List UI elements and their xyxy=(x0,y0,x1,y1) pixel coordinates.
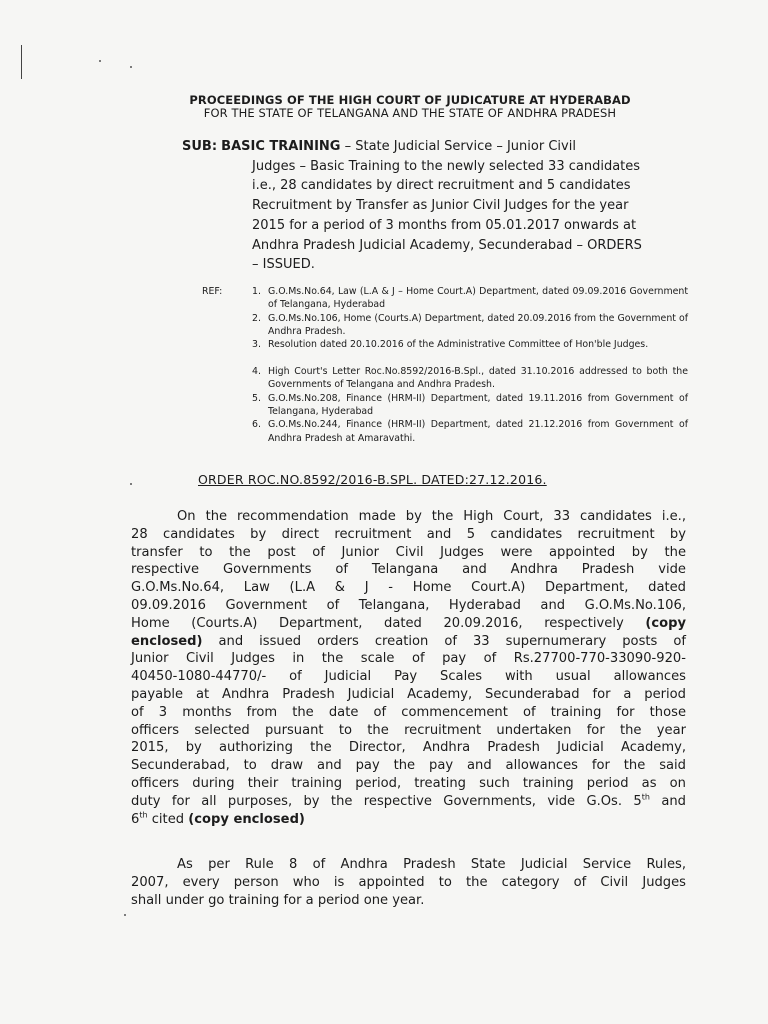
paragraph-line: transfer to the post of Junior Civil Judges were appointed by the xyxy=(131,544,686,560)
reference-number: 4. xyxy=(252,366,261,378)
paragraph-line: shall under go training for a period one year. xyxy=(131,892,425,908)
subject-line xyxy=(182,137,692,157)
paragraph-text: and xyxy=(649,793,686,809)
reference-item xyxy=(202,392,692,419)
paragraph-line: 09.09.2016 Government of Telangana, Hyderabad and G.O.Ms.No.106, xyxy=(131,597,686,613)
references-label: REF: xyxy=(202,286,223,297)
paragraph-line: As per Rule 8 of Andhra Pradesh State Judicial Service Rules, xyxy=(177,857,686,872)
superscript: th xyxy=(641,792,650,802)
scan-artifact-dot xyxy=(130,483,132,485)
scan-artifact-dot xyxy=(99,60,101,62)
copy-enclosed-bold: (copy enclosed) xyxy=(188,811,305,827)
references-list xyxy=(202,285,692,445)
paragraph-line: 2015, by authorizing the Director, Andhra Pradesh Judicial Academy, xyxy=(131,740,686,756)
reference-number: 6. xyxy=(252,419,261,431)
scan-artifact-dot xyxy=(124,914,126,916)
reference-text: G.O.Ms.No.208, Finance (HRM-II) Department, dated 19.11.2016 from Government of Telangana, Hyderabad xyxy=(268,392,688,418)
paragraph-line: payable at Andhra Pradesh Judicial Academy, Secunderabad for a period xyxy=(131,686,686,702)
paragraph-text: 6 xyxy=(131,811,140,827)
subject-label: SUB: xyxy=(182,139,218,154)
subject-line: 2015 for a period of 3 months from 05.01.2017 onwards at xyxy=(252,217,637,233)
paragraph-line: officers during their training period, treating such training period as on xyxy=(131,775,686,791)
reference-number: 1. xyxy=(252,286,261,297)
paragraph-line: of 3 months from the date of commencement of training for those xyxy=(131,704,686,720)
subject-text: – State Judicial Service – Junior Civil xyxy=(340,139,576,154)
paragraph-line: On the recommendation made by the High Court, 33 candidates i.e., xyxy=(177,509,686,524)
paragraph-text: Home (Courts.A) Department, dated 20.09.2016, respectively xyxy=(131,615,624,631)
subject-line: Judges – Basic Training to the newly selected 33 candidates xyxy=(252,158,641,174)
paragraph-line xyxy=(131,793,686,811)
paragraph-line xyxy=(131,615,686,633)
paragraph-line xyxy=(131,633,686,651)
paragraph-text: duty for all purposes, by the respective Governments, vide G.Os. 5 xyxy=(131,793,642,809)
subject-line: – ISSUED. xyxy=(252,257,315,273)
reference-item xyxy=(202,365,692,392)
paragraph-line: officers selected pursuant to the recruitment undertaken for the year xyxy=(131,722,686,738)
proceedings-heading: PROCEEDINGS OF THE HIGH COURT OF JUDICATURE AT HYDERABAD xyxy=(189,93,631,107)
superscript: th xyxy=(139,810,148,820)
paragraph-text: cited xyxy=(147,811,189,827)
subject-block xyxy=(182,137,692,275)
paragraph-line: Secunderabad, to draw and pay the pay and allowances for the said xyxy=(131,758,686,774)
subject-title: BASIC TRAINING xyxy=(221,139,341,154)
reference-item xyxy=(202,418,692,445)
reference-item xyxy=(202,338,692,365)
reference-item xyxy=(202,312,692,339)
paragraph-line: 2007, every person who is appointed to the category of Civil Judges xyxy=(131,874,686,890)
paragraph-line: 40450-1080-44770/- of Judicial Pay Scales with usual allowances xyxy=(131,669,686,685)
scan-artifact-dot xyxy=(130,66,132,68)
reference-number: 5. xyxy=(252,392,261,404)
copy-enclosed-bold: (copy xyxy=(645,615,686,631)
reference-text: Resolution dated 20.10.2016 of the Administrative Committee of Hon'ble Judges. xyxy=(268,339,649,351)
scan-artifact-line xyxy=(21,45,22,79)
copy-enclosed-bold: enclosed) xyxy=(131,633,203,649)
paragraph-line: respective Governments of Telangana and Andhra Pradesh vide xyxy=(131,562,686,578)
paragraph-line: 28 candidates by direct recruitment and 5 candidates recruitment by xyxy=(131,526,686,542)
reference-text: G.O.Ms.No.244, Finance (HRM-II) Department, dated 21.12.2016 from Government of Andhra Pradesh at Amaravathi. xyxy=(268,419,688,444)
paragraph-line xyxy=(131,811,686,829)
paragraph-recommendation xyxy=(131,508,686,828)
reference-item xyxy=(202,285,692,312)
order-reference: ORDER ROC.NO.8592/2016-B.SPL. DATED:27.12.2016. xyxy=(198,472,547,487)
reference-text: High Court's Letter Roc.No.8592/2016-B.Spl., dated 31.10.2016 addressed to both the Governments of Telangana and Andhra Pradesh. xyxy=(268,366,688,391)
reference-number: 2. xyxy=(252,312,261,324)
reference-text: G.O.Ms.No.106, Home (Courts.A) Department, dated 20.09.2016 from the Government of Andhra Pradesh. xyxy=(268,312,688,337)
subject-line: i.e., 28 candidates by direct recruitment and 5 candidates xyxy=(252,178,631,194)
paragraph-line: G.O.Ms.No.64, Law (L.A & J - Home Court.A) Department, dated xyxy=(131,580,686,596)
paragraph-line: Junior Civil Judges in the scale of pay of Rs.27700-770-33090-920- xyxy=(131,651,686,667)
state-heading: FOR THE STATE OF TELANGANA AND THE STATE OF ANDHRA PRADESH xyxy=(203,106,617,120)
paragraph-rule xyxy=(131,856,686,909)
paragraph-text: and issued orders creation of 33 supernumerary posts of xyxy=(218,633,686,649)
reference-text: G.O.Ms.No.64, Law (L.A & J – Home Court.A) Department, dated 09.09.2016 Government of Telangana, Hyderabad xyxy=(268,286,688,311)
reference-number: 3. xyxy=(252,339,261,351)
subject-line: Andhra Pradesh Judicial Academy, Secunderabad – ORDERS xyxy=(252,237,642,253)
subject-line: Recruitment by Transfer as Junior Civil Judges for the year xyxy=(252,198,629,214)
